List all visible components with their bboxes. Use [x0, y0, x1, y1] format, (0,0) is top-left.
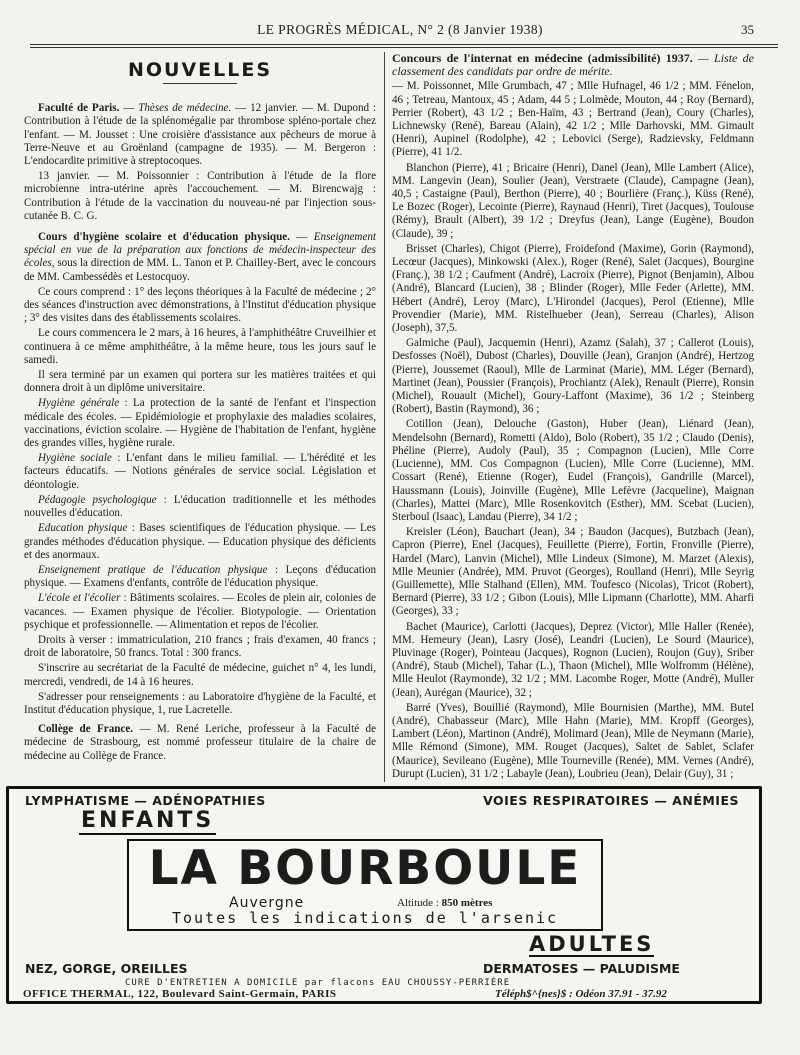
concours-heading-paragraph: [392, 52, 754, 78]
ad-brand: LA BOURBOULE: [148, 841, 582, 896]
ad-brand-box: [127, 839, 603, 931]
paris-paragraph-2: 13 janvier. — M. Poissonnier : Contribution à l'étude de la flore microbienne intra-utérine après l'accouchement. — M. Birencwajg : Contribution à l'étude de la vaccination du nouveau-né par l'injection sous-cutanée B. C. G.: [24, 170, 376, 222]
pedagogie: [24, 494, 376, 520]
ad-adultes: ADULTES: [529, 932, 655, 956]
page-number: 35: [741, 22, 754, 37]
college-paragraph: [24, 723, 376, 763]
droits: Droits à verser : immatriculation, 210 francs ; frais d'examen, 40 francs ; droit de laboratoire, 50 francs. Total : 300 francs.: [24, 633, 376, 660]
hygiene-generale-text: : La protection de la santé de l'enfant et l'inspection médicale des écoles. — Epidémiologie et prophylaxie des maladies scolaires, vaccinations, éviction scolaire. — Hygiène de l'habitation de l'enfant, hygiène des grandes villes, hygiène rurale.: [24, 397, 376, 450]
running-header: [40, 20, 760, 42]
hygiene-sociale-label: Hygiène sociale: [38, 452, 112, 465]
concours-paragraph: Barré (Yves), Bouillié (Raymond), Mlle Bournisien (Marthe), MM. Butel (André), Chabasseur (Marc), Mlle Hahn (Marie), MM. Kropff (Georges), Lambert (Léon), Martinon (André), Molimard (Jean), Mlle de Neymann (Marie), Mlle Rémond (Simone), MM. Rouget (Jacques), Saltet de Sablet, Sclafer (Maurice), Sevileano (Eugène), Mlle Tourneville (Renée), MM. Vernes (André), Durupt (Lucien), 31 1/2 ; Labayle (Jean), Loubrieu (Jean), Delair (Guy), 31 ;: [392, 701, 754, 780]
pedagogie-text: : L'éducation traditionnelle et les méthodes nouvelles d'éducation.: [24, 493, 376, 520]
ad-nez-gorge: NEZ, GORGE, OREILLES: [25, 961, 188, 976]
hygiene-comprend: Ce cours comprend : 1° des leçons théoriques à la Faculté de médecine ; 2° des séances d'instruction avec démonstrations, à l'Institut d'éducation physique ; 3° des visites dans des établissements scolaires.: [24, 285, 376, 325]
concours-paragraph: Galmiche (Paul), Jacquemin (Henri), Azamz (Salah), 37 ; Callerot (Louis), Desfosses (Noël), Dubost (Charles), Douville (Jean), Granjon (André), Hertzog (Pierre), Joussemet (Raoul), Mlle de Larminat (Marie), MM. Léger (Bernard), Martinet (Jean), Poussier (François), Prochiantz (Alek), Renault (Pierre), Ronsin (Michel), Rouault (Michel), Goury-Laffont (Maxime), 36 1/2 ; Steinberg (Robert), Bastin (Raymond), 36 ;: [392, 337, 754, 416]
concours-paragraph: Cotillon (Jean), Delouche (Gaston), Huber (Jean), Liénard (Jean), Mendelsohn (Bernard), Rometti (Aldo), Bolo (Robert), 35 1/2 ; Claudo (Denis), Phéline (Pierre), Audoly (Paul), 35 ; Compagnon (Lucien), Mlle Corre (Lucienne), MM. Cos Compagnon (Lucien), Mlle Corre (Lucienne), MM. Cossart (René), Etienne (Roger), Eudel (François), Gandrille (Marcel), Haussmann (Louis), Joinville (Eugène), Mlle Lefèvre (Jacqueline), Maignan (Charles), Mattei (Marc), Mlle Rosenkovitch (Esther), MM. Scebat (Lucien), Sterboul (Isaac), Landau (Pierre), 34 1/2 ;: [392, 418, 754, 523]
inscription: S'inscrire au secrétariat de la Faculté de médecine, guichet n° 4, les lundi, mercredi, vendredi, de 14 à 16 heures.: [24, 662, 376, 688]
header-rule: [30, 44, 778, 45]
college-heading: Collège de France.: [38, 723, 134, 736]
advertisement: [6, 786, 762, 1004]
ecole-ecolier-label: L'école et l'écolier: [38, 592, 121, 605]
ad-altitude-value: 850 mètres: [441, 897, 493, 909]
enseignement-pratique-text: : Leçons d'éducation physique. — Examens d'enfants, contrôle de l'éducation physique.: [24, 563, 376, 590]
hygiene-intro: sous la direction de MM. L. Tanon et P. Chailley-Bert, avec le concours de MM. Cambessédès et Lestocquoy.: [24, 257, 376, 283]
ad-enfants: ENFANTS: [81, 808, 215, 833]
ad-altitude: [397, 897, 492, 909]
ad-altitude-label: Altitude :: [397, 897, 442, 909]
concours-paragraph: Blanchon (Pierre), 41 ; Bricaire (Henri), Danel (Jean), Mlle Lambert (Alice), MM. Langevin (Jean), Soulier (Jean), Verstraete (Claude), Campagne (Jean), 40,5 ; Castaigne (Paul), Berthon (Pierre), 40 ; Bourlière (Franç.), Küss (René), Le Bozec (Roger), Lecointe (Pierre), Raynaud (Henri), Tiret (Jacques), Toulouse (Rémy), Brault (Albert), 39 1/2 ; Dreyfus (Jean), Lange (Eugène), Boudon (Claude), 39 ;: [392, 161, 754, 240]
running-title: LE PROGRÈS MÉDICAL, N° 2 (8 Janvier 1938): [257, 22, 543, 37]
hygiene-heading-paragraph: Cours d'hygiène scolaire et d'éducation physique. — Enseignement spécial en vue de la préparation aux fonctions de médecin-inspecteur des écoles, sous la direction de MM. L. Tanon et P. Chailley-Bert, avec le concours de MM. Cambessédès et Lestocquoy.: [24, 231, 376, 283]
concours-list: [392, 80, 754, 781]
ecole-ecolier: [24, 592, 376, 632]
ad-telephone: Téléph$^{nes}$ : Odéon 37.91 - 37.92: [495, 988, 667, 1000]
ad-top-left: LYMPHATISME — ADÉNOPATHIES: [25, 793, 266, 808]
education-physique-text: : Bases scientifiques de l'éducation physique. — Les grandes méthodes d'éducation physique. — Education physique des déficients et des anormaux.: [24, 522, 376, 561]
education-physique: [24, 522, 376, 562]
pedagogie-label: Pédagogie psychologique: [38, 493, 157, 506]
right-column: [392, 52, 754, 783]
left-column: [24, 52, 376, 765]
education-physique-label: Education physique: [38, 522, 128, 535]
hygiene-intro-italic: Enseignement spécial en vue de la préparation aux fonctions de médecin-inspecteur des écoles,: [24, 231, 376, 270]
section-title: NOUVELLES: [127, 59, 273, 81]
section-title-rule: [163, 83, 237, 84]
ad-dermatoses: DERMATOSES — PALUDISME: [483, 961, 680, 976]
hygiene-generale-label: Hygiène générale: [38, 397, 120, 410]
ecole-ecolier-text: : Bâtiments scolaires. — Ecoles de plein air, colonies de vacances. — Examen physique de l'écolier. Biotypologie. — Orientation psychique et professionnelle. — Alimentation et repos de l'écolier.: [24, 592, 376, 631]
column-divider: [384, 52, 385, 782]
enseignement-pratique-label: Enseignement pratique de l'éducation physique: [38, 563, 268, 576]
renseignements: S'adresser pour renseignements : au Laboratoire d'hygiène de la Faculté, et Institut d'éducation physique, 1, rue Lacretelle.: [24, 690, 376, 716]
paris-text: — 12 janvier. — M. Dupond : Contribution à l'étude de la splénomégalie par thrombose spléno-portale chez l'enfant. — M. Jousset : Une croisière d'assistance aux pêcheurs de morue à Terre-Neuve et au Groënland (campagne de 1935). — M. Bergeron : L'endocardite primitive à streptocoques.: [24, 102, 377, 168]
hygiene-generale: [24, 397, 376, 450]
college-text: — M. René Leriche, professeur à la Faculté de médecine de Strasbourg, est nommé professeur titulaire de la chaire de médecine au Collège de France.: [24, 723, 376, 762]
hygiene-termine: Il sera terminé par un examen qui portera sur les matières traitées et qui donnera droit à un diplôme universitaire.: [24, 369, 376, 395]
paris-paragraph: Faculté de Paris. — Thèses de médecine. — 12 janvier. — M. Dupond : Contribution à l'étude de la splénomégalie par thrombose spléno-portale chez l'enfant. — M. Jousset : Une croisière d'assistance aux pêcheurs de morue à Terre-Neuve et au Groënland (campagne de 1935). — M. Bergeron : L'endocardite primitive à streptocoques.: [24, 102, 377, 168]
ad-top-right: VOIES RESPIRATOIRES — ANÉMIES: [483, 793, 739, 808]
header-rule-double: [30, 47, 778, 48]
ad-region: Auvergne: [229, 895, 305, 911]
concours-paragraph: Brisset (Charles), Chigot (Pierre), Froidefond (Maxime), Gorin (Raymond), Lecœur (Jacques), Minkowski (Alex.), Roger (René), Salet (Jacques), Bourgine (Franç.), 38 1/2 ; Caufment (André), Lacroix (Pierre), Pignot (Benjamin), Albou (André), Blancard (Lucien), 38 ; Blinder (Roger), Mlle Feder (Arlette), MM. Hébert (André), Leroy (Marc), L'Hirondel (Jacques), Perol (Etienne), Mlle Provendier (Marie), MM. Ristelhueber (Jean), Serreau (Charles), Alison (Joseph), 37,5.: [392, 242, 754, 335]
ad-arsenic: Toutes les indications de l'arsenic: [171, 909, 559, 927]
hygiene-sociale: [24, 452, 376, 492]
concours-subheading: — Liste de classement des candidats par ordre de mérite.: [392, 51, 754, 79]
enseignement-pratique: [24, 564, 376, 590]
concours-paragraph: — M. Poissonnet, Mlle Grumbach, 47 ; Mlle Hufnagel, 46 1/2 ; MM. Fénelon, 46 ; Tetreau, Mantoux, 45 ; Adam, 44 5 ; Lolmède, Mouton, 44 ; Roy (Bernard), Perrier (Robert), 43 1/2 ; Ben-Haïm, 43 ; Bertrand (Jean), Coury (Charles), Lichnewsky (René), Bareau (Alain), 42 1/2 ; Mlle Darhovski, MM. Gimault (Henri), Aupinel (Rodolphe), 42 ; Lebovici (Serge), Radzievsky, Feldmann (Pierre), 41 1/2.: [392, 80, 754, 159]
ad-cure: CURE D'ENTRETIEN A DOMICILE par flacons EAU CHOUSSY-PERRIÈRE: [125, 978, 511, 988]
paris-subheading: Thèses de médecine.: [138, 102, 232, 115]
hygiene-commence: Le cours commencera le 2 mars, à 16 heures, à l'amphithéâtre Cruveilhier et continuera à ce même amphithéâtre, à la même heure, tous les jours sauf le samedi.: [24, 327, 376, 366]
concours-paragraph: Bachet (Maurice), Carlotti (Jacques), Deprez (Victor), Mlle Haller (Renée), MM. Hemeury (Jean), Lasry (José), Leandri (Lucien), Le Sourd (Maurice), Pluvinage (Roger), Pointeau (Jacques), Rognon (Lucien), Roujon (Guy), Sriber (André), Staub (Michel), Tahar (L.), Thaon (Michel), Mlle Wolfromm (Hélène), Mlle Heulot (Raymonde), 32 1/2 ; MM. Lacombe Roger, Motte (André), Muller (Jean), Aurégan (Maurice), 32 ;: [392, 620, 754, 699]
hygiene-heading: Cours d'hygiène scolaire et d'éducation physique.: [38, 231, 290, 244]
hygiene-sociale-text: : L'enfant dans le milieu familial. — L'hérédité et les facteurs éducatifs. — Notions générales de service social. Législation et déontologie.: [24, 452, 376, 491]
concours-heading: Concours de l'internat en médecine (admissibilité) 1937.: [392, 51, 693, 65]
paris-heading: Faculté de Paris.: [38, 102, 120, 115]
ad-office: OFFICE THERMAL, 122, Boulevard Saint-Germain, PARIS: [23, 988, 337, 1000]
concours-paragraph: Kreisler (Léon), Bauchart (Jean), 34 ; Baudon (Jacques), Butzbach (Jean), Capron (Pierre), Enel (Jacques), Feuillette (Pierre), Fortin, Fronville (Pierre), Hardel (Marc), Lanvin (Michel), Mlle Lindeux (Simone), M. Marzet (Alexis), Mlle Meunier (Andrée), MM. Pruvot (Georges), Roulland (Henri), Mlle Seyrig (Guillemette), Mlle Stalhand (Ellen), MM. Toufesco (Nicolas), Tricot (Robert), Bernard (Pierre), 33 1/2 ; Gibon (Louis), Mlle Lipmann (Charlotte), MM. Aharfi (Georges), 33 ;: [392, 526, 754, 618]
